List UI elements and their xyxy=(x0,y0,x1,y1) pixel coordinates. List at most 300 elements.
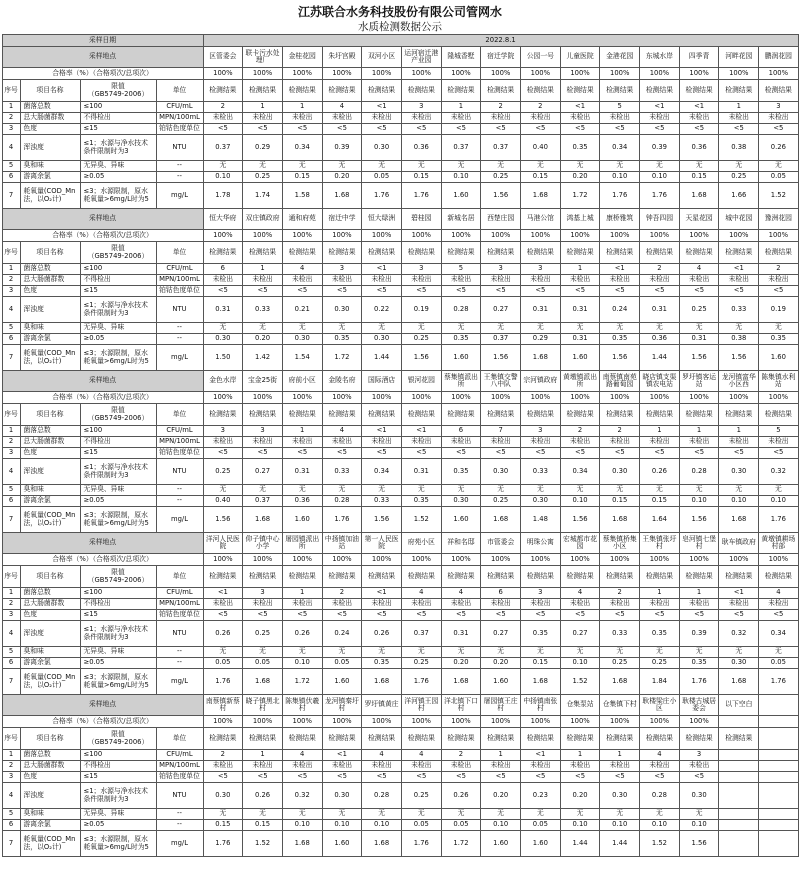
result-value: 无 xyxy=(719,485,759,496)
item-name: 臭和味 xyxy=(20,647,80,658)
result-value: 0.25 xyxy=(203,459,243,485)
result-value: 0.35 xyxy=(560,135,600,161)
result-value: 未检出 xyxy=(521,437,561,448)
result-header: 检测结果 xyxy=(322,242,362,264)
location-name: 宗河镇政府 xyxy=(521,371,561,392)
result-value: 无 xyxy=(441,485,481,496)
item-limit: ≤3；水源限制，原水耗氧量>6mg/L时为5 xyxy=(80,669,156,695)
result-value: 无 xyxy=(481,647,521,658)
result-value: <5 xyxy=(640,448,680,459)
pass-rate-value xyxy=(719,716,759,728)
result-value: 无 xyxy=(600,323,640,334)
item-name: 臭和味 xyxy=(20,809,80,820)
pass-rate-value: 100% xyxy=(203,68,243,80)
result-value: 0.32 xyxy=(759,459,799,485)
item-name: 游离余氯 xyxy=(20,658,80,669)
item-limit: ≤1；水源与净水技术条件限制时为3 xyxy=(80,621,156,647)
result-value: <5 xyxy=(243,124,283,135)
result-value: 0.31 xyxy=(203,297,243,323)
result-value: <5 xyxy=(521,124,561,135)
item-unit: -- xyxy=(156,172,203,183)
pass-rate-value: 100% xyxy=(362,230,402,242)
item-limit: 不得检出 xyxy=(80,113,156,124)
result-value: 未检出 xyxy=(362,113,402,124)
result-value: 0.15 xyxy=(401,172,441,183)
pass-rate-value: 100% xyxy=(719,392,759,404)
item-row xyxy=(2,334,798,345)
item-seq: 1 xyxy=(2,588,20,599)
result-value: 无 xyxy=(243,647,283,658)
result-value: 未检出 xyxy=(560,761,600,772)
result-value: 1.44 xyxy=(640,345,680,371)
pass-rate-value: 100% xyxy=(401,392,441,404)
pass-rate-value: 100% xyxy=(441,554,481,566)
location-name: 仓集泵站 xyxy=(560,695,600,716)
item-seq: 3 xyxy=(2,610,20,621)
result-value: 0.30 xyxy=(282,334,322,345)
result-value: 0.29 xyxy=(521,334,561,345)
result-value: 0.20 xyxy=(441,658,481,669)
result-value: 0.34 xyxy=(560,459,600,485)
result-value: 0.33 xyxy=(719,297,759,323)
item-name-header: 项目名称 xyxy=(20,242,80,264)
result-value: 0.25 xyxy=(679,297,719,323)
result-value: 无 xyxy=(401,647,441,658)
location-name: 宿迁学院 xyxy=(481,47,521,68)
result-value: <5 xyxy=(282,286,322,297)
result-value: 1.56 xyxy=(560,507,600,533)
result-value: <5 xyxy=(600,772,640,783)
pass-rate-row xyxy=(2,392,798,404)
result-header: 检测结果 xyxy=(243,566,283,588)
result-value: 0.29 xyxy=(243,135,283,161)
result-value: 0.31 xyxy=(560,334,600,345)
result-value: 4 xyxy=(401,750,441,761)
pass-rate-value: 100% xyxy=(560,392,600,404)
result-value: 无 xyxy=(759,323,799,334)
result-value: 1.76 xyxy=(759,507,799,533)
result-value: 1.68 xyxy=(719,669,759,695)
item-row xyxy=(2,647,798,658)
result-value: <5 xyxy=(282,124,322,135)
item-unit: -- xyxy=(156,161,203,172)
result-value: 无 xyxy=(521,161,561,172)
result-value: 未检出 xyxy=(203,761,243,772)
item-name: 臭和味 xyxy=(20,485,80,496)
result-value: 0.31 xyxy=(640,297,680,323)
result-value: 无 xyxy=(441,161,481,172)
result-value: 3 xyxy=(401,264,441,275)
pass-rate-value xyxy=(759,716,799,728)
result-value: 0.30 xyxy=(481,459,521,485)
item-limit: ≤15 xyxy=(80,124,156,135)
pass-rate-value: 100% xyxy=(282,392,322,404)
result-value: 无 xyxy=(481,323,521,334)
result-value: <1 xyxy=(401,426,441,437)
result-value: 无 xyxy=(282,485,322,496)
item-limit: ≤100 xyxy=(80,102,156,113)
result-value: 0.35 xyxy=(401,496,441,507)
result-value: 未检出 xyxy=(203,599,243,610)
result-value xyxy=(759,831,799,857)
item-limit: ≤100 xyxy=(80,750,156,761)
result-value: 1.56 xyxy=(203,507,243,533)
pass-rate-value: 100% xyxy=(481,716,521,728)
item-row xyxy=(2,772,798,783)
result-value: 3 xyxy=(481,264,521,275)
column-header-row xyxy=(2,242,798,264)
result-value: 未检出 xyxy=(203,113,243,124)
result-header: 检测结果 xyxy=(322,80,362,102)
result-value: 无 xyxy=(203,647,243,658)
result-value: 1.68 xyxy=(243,669,283,695)
pass-rate-value: 100% xyxy=(401,554,441,566)
result-value: 无 xyxy=(719,161,759,172)
pass-rate-value: 100% xyxy=(679,230,719,242)
item-limit: 无异臭、异味 xyxy=(80,809,156,820)
result-value: 0.21 xyxy=(282,297,322,323)
result-value: 0.25 xyxy=(243,172,283,183)
result-value: 1 xyxy=(243,264,283,275)
location-name: 耿车镇政府 xyxy=(719,533,759,554)
result-header: 检测结果 xyxy=(243,242,283,264)
item-limit: 无异臭、异味 xyxy=(80,647,156,658)
result-value: 1 xyxy=(243,750,283,761)
result-value: 0.20 xyxy=(322,172,362,183)
result-value: 5 xyxy=(600,102,640,113)
result-value: 0.10 xyxy=(560,820,600,831)
result-value: 0.23 xyxy=(521,783,561,809)
item-seq: 4 xyxy=(2,459,20,485)
result-value: <5 xyxy=(640,772,680,783)
result-value: <5 xyxy=(362,448,402,459)
result-value: 未检出 xyxy=(243,113,283,124)
item-row xyxy=(2,275,798,286)
item-unit: MPN/100mL xyxy=(156,761,203,772)
result-value: 0.10 xyxy=(282,820,322,831)
result-value: 1.72 xyxy=(322,345,362,371)
result-value: 1.60 xyxy=(441,183,481,209)
result-value: 0.28 xyxy=(640,783,680,809)
result-value: <5 xyxy=(759,448,799,459)
item-limit: 无异臭、异味 xyxy=(80,485,156,496)
result-value: <5 xyxy=(322,772,362,783)
pass-rate-value: 100% xyxy=(560,554,600,566)
pass-rate-value: 100% xyxy=(441,230,481,242)
item-name: 游离余氯 xyxy=(20,820,80,831)
pass-rate-value: 100% xyxy=(640,230,680,242)
pass-rate-row xyxy=(2,554,798,566)
pass-rate-label: 合格率（%）（合格项次/总项次） xyxy=(2,392,203,404)
item-row xyxy=(2,496,798,507)
result-value: 0.31 xyxy=(401,459,441,485)
item-row xyxy=(2,172,798,183)
result-value: 未检出 xyxy=(759,599,799,610)
item-name: 色度 xyxy=(20,610,80,621)
item-name: 耗氧量(COD_Mn法，以O₂计) xyxy=(20,183,80,209)
result-value: 无 xyxy=(679,647,719,658)
result-value: 未检出 xyxy=(679,437,719,448)
result-value: 未检出 xyxy=(759,275,799,286)
result-value: 0.35 xyxy=(759,334,799,345)
result-value: 1.60 xyxy=(759,345,799,371)
result-value: 无 xyxy=(600,809,640,820)
result-value xyxy=(759,783,799,809)
result-value: 无 xyxy=(282,323,322,334)
water-quality-table xyxy=(2,34,799,857)
result-value: 0.39 xyxy=(679,621,719,647)
result-value: 0.10 xyxy=(679,496,719,507)
result-value: 未检出 xyxy=(640,275,680,286)
item-name: 色度 xyxy=(20,772,80,783)
result-header xyxy=(759,728,799,750)
result-value: <5 xyxy=(401,610,441,621)
result-value: 无 xyxy=(322,161,362,172)
result-value: 0.05 xyxy=(441,820,481,831)
item-seq: 2 xyxy=(2,275,20,286)
location-name: 南蔡镇新蔡村 xyxy=(203,695,243,716)
document xyxy=(2,0,799,857)
result-value: 无 xyxy=(243,809,283,820)
item-seq: 4 xyxy=(2,297,20,323)
result-value: 1.76 xyxy=(203,831,243,857)
result-value: 1.50 xyxy=(203,345,243,371)
location-name: 第一人民医院 xyxy=(362,533,402,554)
result-value: 无 xyxy=(600,647,640,658)
result-header: 检测结果 xyxy=(481,566,521,588)
result-value: 0.25 xyxy=(243,621,283,647)
result-header: 检测结果 xyxy=(203,80,243,102)
result-value: 1.78 xyxy=(203,183,243,209)
item-limit: ≤1；水源与净水技术条件限制时为3 xyxy=(80,783,156,809)
result-value: 无 xyxy=(600,161,640,172)
result-value: 0.31 xyxy=(282,459,322,485)
result-value: 0.33 xyxy=(243,297,283,323)
result-value: 1.60 xyxy=(481,669,521,695)
result-value: <1 xyxy=(203,588,243,599)
item-limit: ≥0.05 xyxy=(80,496,156,507)
item-limit: ≥0.05 xyxy=(80,658,156,669)
result-value: 1.76 xyxy=(401,831,441,857)
result-value: 0.33 xyxy=(322,459,362,485)
result-value: 未检出 xyxy=(481,599,521,610)
pass-rate-value: 100% xyxy=(560,716,600,728)
result-value: 未检出 xyxy=(322,437,362,448)
pass-rate-value: 100% xyxy=(679,392,719,404)
pass-rate-value: 100% xyxy=(362,554,402,566)
result-value xyxy=(719,783,759,809)
result-value: 3 xyxy=(243,588,283,599)
result-value: <5 xyxy=(560,610,600,621)
document-subtitle: 水质检测数据公示 xyxy=(358,21,442,33)
location-name: 东城水岸 xyxy=(640,47,680,68)
pass-rate-value: 100% xyxy=(600,716,640,728)
pass-rate-label: 合格率（%）（合格项次/总项次） xyxy=(2,68,203,80)
item-row xyxy=(2,658,798,669)
result-value: 0.15 xyxy=(243,820,283,831)
pass-rate-value: 100% xyxy=(640,716,680,728)
result-header: 检测结果 xyxy=(679,728,719,750)
result-value: 1 xyxy=(560,750,600,761)
unit-header: 单位 xyxy=(156,404,203,426)
result-value: <5 xyxy=(481,610,521,621)
result-header: 检测结果 xyxy=(759,242,799,264)
item-row xyxy=(2,599,798,610)
result-value: 0.39 xyxy=(322,135,362,161)
location-name: 皂河镇七堡村 xyxy=(679,533,719,554)
pass-rate-value: 100% xyxy=(521,392,561,404)
result-value: 0.30 xyxy=(719,658,759,669)
result-value: <5 xyxy=(679,772,719,783)
result-value: 未检出 xyxy=(282,437,322,448)
result-value: 1.68 xyxy=(719,507,759,533)
location-name: 龙河镇富华小区西 xyxy=(719,371,759,392)
result-value: 1.84 xyxy=(640,669,680,695)
result-value: <5 xyxy=(640,610,680,621)
item-name-header: 项目名称 xyxy=(20,728,80,750)
result-value: 0.37 xyxy=(441,135,481,161)
pass-rate-value: 100% xyxy=(759,230,799,242)
result-value: 1.76 xyxy=(401,183,441,209)
result-value: 0.05 xyxy=(322,658,362,669)
item-unit: 铂钴色度单位 xyxy=(156,448,203,459)
pass-rate-value: 100% xyxy=(243,716,283,728)
item-name: 臭和味 xyxy=(20,323,80,334)
pass-rate-value: 100% xyxy=(679,68,719,80)
item-seq: 5 xyxy=(2,485,20,496)
item-seq: 3 xyxy=(2,124,20,135)
item-unit: MPN/100mL xyxy=(156,113,203,124)
result-header: 检测结果 xyxy=(640,566,680,588)
result-header: 检测结果 xyxy=(401,242,441,264)
result-value: 未检出 xyxy=(401,761,441,772)
result-value: 1.76 xyxy=(640,183,680,209)
location-name: 南蔡镇南苑路葡萄园 xyxy=(600,371,640,392)
result-value: 0.05 xyxy=(362,172,402,183)
pass-rate-value: 100% xyxy=(282,68,322,80)
item-limit: ≤1；水源与净水技术条件限制时为3 xyxy=(80,459,156,485)
result-value: <5 xyxy=(282,772,322,783)
result-value: 0.35 xyxy=(640,621,680,647)
result-value: 4 xyxy=(282,264,322,275)
location-name: 双河小区 xyxy=(362,47,402,68)
result-value: <5 xyxy=(481,772,521,783)
item-name: 菌落总数 xyxy=(20,102,80,113)
location-name: 屠园镇派出所 xyxy=(282,533,322,554)
result-value: 无 xyxy=(401,323,441,334)
result-value xyxy=(719,750,759,761)
column-header-row xyxy=(2,404,798,426)
result-value: <5 xyxy=(600,610,640,621)
result-value: 无 xyxy=(282,647,322,658)
item-name: 浑浊度 xyxy=(20,297,80,323)
pass-rate-value: 100% xyxy=(243,68,283,80)
unit-header: 单位 xyxy=(156,242,203,264)
result-value: 0.10 xyxy=(679,820,719,831)
item-name: 浑浊度 xyxy=(20,135,80,161)
result-value: <5 xyxy=(203,124,243,135)
result-header: 检测结果 xyxy=(600,566,640,588)
result-value: 0.25 xyxy=(600,658,640,669)
result-value: 0.37 xyxy=(481,334,521,345)
pass-rate-label: 合格率（%）（合格项次/总项次） xyxy=(2,716,203,728)
result-value: 1.56 xyxy=(362,507,402,533)
pass-rate-value: 100% xyxy=(401,68,441,80)
result-value xyxy=(759,809,799,820)
item-seq: 1 xyxy=(2,264,20,275)
location-name: 龙河镇秦圩村 xyxy=(322,695,362,716)
item-seq: 7 xyxy=(2,831,20,857)
result-header: 检测结果 xyxy=(203,728,243,750)
result-value: 1.68 xyxy=(481,507,521,533)
result-value: 未检出 xyxy=(560,113,600,124)
result-value: 无 xyxy=(679,485,719,496)
location-name: 王集镇张圩村 xyxy=(640,533,680,554)
result-value: 无 xyxy=(441,809,481,820)
result-value: 0.40 xyxy=(521,135,561,161)
item-row xyxy=(2,264,798,275)
location-name: 钟吾四园 xyxy=(640,209,680,230)
result-value: 0.32 xyxy=(282,783,322,809)
location-name: 金桂花园 xyxy=(282,47,322,68)
result-value: <5 xyxy=(243,286,283,297)
result-header: 检测结果 xyxy=(719,242,759,264)
result-header: 检测结果 xyxy=(441,566,481,588)
pass-rate-value: 100% xyxy=(322,230,362,242)
result-value: 无 xyxy=(362,809,402,820)
result-header: 检测结果 xyxy=(441,80,481,102)
result-value: 无 xyxy=(243,323,283,334)
result-value: 1.56 xyxy=(481,345,521,371)
item-name: 菌落总数 xyxy=(20,750,80,761)
result-header: 检测结果 xyxy=(759,80,799,102)
result-value: <5 xyxy=(560,286,600,297)
result-value: <1 xyxy=(560,102,600,113)
item-limit: ≥0.05 xyxy=(80,820,156,831)
result-value: 1.76 xyxy=(600,183,640,209)
result-value: 0.15 xyxy=(282,172,322,183)
result-value: 0.20 xyxy=(560,783,600,809)
location-name: 陈集镇水利站 xyxy=(759,371,799,392)
item-seq: 7 xyxy=(2,507,20,533)
location-name: 以下空白 xyxy=(719,695,759,716)
result-value: <5 xyxy=(282,448,322,459)
result-value: 0.28 xyxy=(322,496,362,507)
item-row xyxy=(2,183,798,209)
result-header: 检测结果 xyxy=(401,404,441,426)
result-value: <5 xyxy=(243,610,283,621)
result-value: 无 xyxy=(481,161,521,172)
result-value: 未检出 xyxy=(719,599,759,610)
location-name: 金港花园 xyxy=(600,47,640,68)
result-value: 0.24 xyxy=(600,297,640,323)
result-header: 检测结果 xyxy=(560,404,600,426)
sampling-point-label: 采样地点 xyxy=(2,209,203,230)
item-row xyxy=(2,459,798,485)
result-value: 6 xyxy=(203,264,243,275)
item-seq: 7 xyxy=(2,183,20,209)
result-value: 4 xyxy=(282,750,322,761)
item-unit: NTU xyxy=(156,621,203,647)
result-value: <5 xyxy=(282,610,322,621)
result-value: 0.10 xyxy=(322,820,362,831)
result-value: 无 xyxy=(362,485,402,496)
item-name: 游离余氯 xyxy=(20,496,80,507)
result-value: <1 xyxy=(362,426,402,437)
result-value: 无 xyxy=(679,809,719,820)
column-header-row xyxy=(2,728,798,750)
result-value: 未检出 xyxy=(362,761,402,772)
